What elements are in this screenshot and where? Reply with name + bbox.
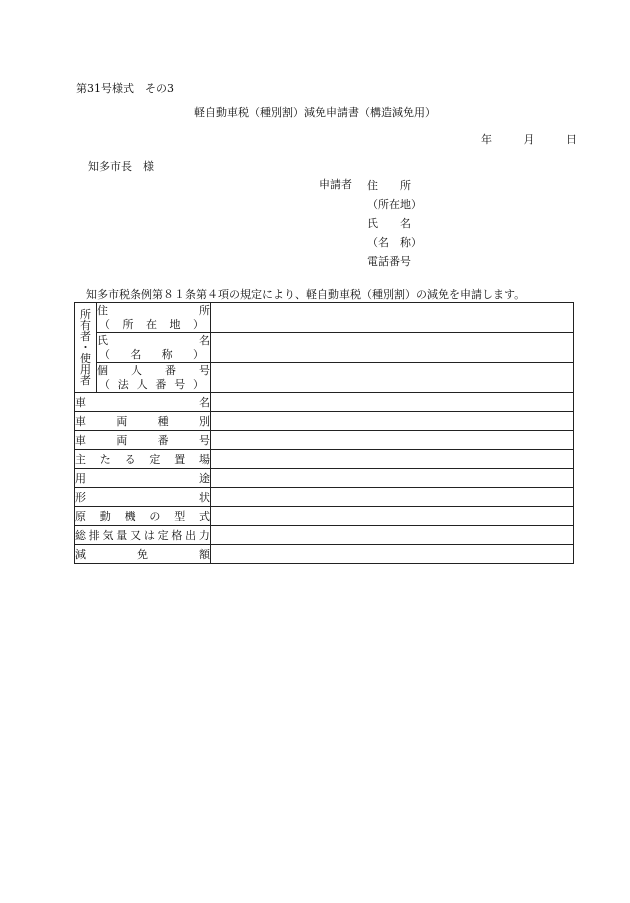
table-row — [75, 507, 574, 526]
label-char: 氏 — [97, 334, 108, 347]
label-char: ） — [193, 318, 204, 331]
owner-address-main — [97, 303, 210, 318]
label-char: 型 — [174, 509, 186, 523]
table-row — [75, 393, 574, 412]
exemption-amount-label — [75, 545, 211, 564]
label-char: 両 — [116, 433, 128, 447]
label-char: 種 — [157, 414, 169, 428]
applicant-fields — [367, 176, 422, 271]
label-char: は — [143, 528, 155, 542]
owner-number-sub — [97, 378, 210, 392]
label-char: 号 — [199, 364, 210, 377]
vehicle-type-text — [75, 414, 210, 429]
vehicle-name-label — [75, 393, 211, 412]
label-char: 形 — [75, 490, 86, 504]
label-char: 格 — [171, 528, 183, 542]
storage-location-text — [75, 452, 210, 467]
label-char: 主 — [75, 452, 86, 466]
usage-text — [75, 471, 210, 486]
label-char: 別 — [198, 414, 210, 428]
owner-address-label — [97, 303, 211, 333]
label-char: 力 — [198, 528, 210, 542]
label-char: 所 — [122, 318, 134, 331]
label-char: 機 — [124, 509, 136, 523]
label-char: の — [149, 509, 161, 523]
table-row — [75, 333, 574, 363]
applicant-label: 申請者 — [319, 178, 352, 191]
displacement-text — [75, 528, 210, 543]
label-char: 状 — [199, 490, 210, 504]
vehicle-number-text — [75, 433, 210, 448]
label-char: 式 — [198, 509, 210, 523]
applicant-address-label: 住 所 — [367, 179, 411, 192]
table-row — [75, 303, 574, 333]
label-char: 個 — [97, 364, 108, 377]
vehicle-name-input[interactable] — [211, 393, 574, 412]
table-row — [75, 363, 574, 393]
label-char: 番 — [155, 378, 167, 391]
label-char: 総 — [75, 528, 86, 542]
applicant-title-label: （名 称） — [367, 236, 422, 249]
label-char: 途 — [199, 471, 210, 485]
label-char: 動 — [99, 509, 111, 523]
label-char: 気 — [102, 528, 114, 542]
engine-model-text — [75, 509, 210, 524]
label-char: 車 — [75, 433, 86, 447]
label-char: 場 — [198, 452, 210, 466]
label-char: 地 — [169, 318, 181, 331]
label-char: 番 — [165, 364, 176, 377]
label-char: 排 — [88, 528, 100, 542]
exemption-amount-text — [75, 547, 210, 562]
label-char: 両 — [116, 414, 128, 428]
owner-name-input[interactable] — [211, 333, 574, 363]
label-char: る — [124, 452, 136, 466]
owner-name-sub — [97, 348, 210, 362]
label-char: 減 — [75, 547, 86, 561]
form-number: 第31号様式 その3 — [76, 82, 174, 95]
label-char: 名 — [199, 334, 210, 347]
label-char: （ — [99, 318, 110, 331]
label-char: （ — [99, 348, 110, 361]
table-row — [75, 450, 574, 469]
owner-name-label — [97, 333, 211, 363]
label-char: 出 — [185, 528, 197, 542]
document-title: 軽自動車税（種別割）減免申請書（構造減免用） — [194, 106, 436, 119]
shape-input[interactable] — [211, 488, 574, 507]
vehicle-type-label — [75, 412, 211, 431]
label-char: 在 — [146, 318, 157, 331]
date-day-label: 日 — [566, 133, 577, 146]
label-char: 所 — [199, 304, 210, 317]
engine-model-input[interactable] — [211, 507, 574, 526]
owner-number-main — [97, 363, 210, 378]
label-char: ） — [192, 348, 204, 361]
usage-input[interactable] — [211, 469, 574, 488]
owner-name-main — [97, 333, 210, 348]
table-row — [75, 545, 574, 564]
displacement-input[interactable] — [211, 526, 574, 545]
vehicle-name-text — [75, 395, 210, 410]
applicant-name-label: 氏 名 — [367, 217, 411, 230]
displacement-label — [75, 526, 211, 545]
table-row — [75, 431, 574, 450]
table-row — [75, 526, 574, 545]
label-char: 人 — [136, 378, 148, 391]
engine-model-label — [75, 507, 211, 526]
applicant-location-label: （所在地） — [367, 198, 422, 211]
shape-text — [75, 490, 210, 505]
owner-group-label: 所 有 者 ・ 使 用 者 — [75, 303, 97, 393]
label-char: た — [99, 452, 111, 466]
label-char: 号 — [198, 433, 210, 447]
storage-location-label — [75, 450, 211, 469]
applicant-phone-label: 電話番号 — [367, 255, 411, 268]
shape-label — [75, 488, 211, 507]
application-statement: 知多市税条例第８１条第４項の規定により、軽自動車税（種別割）の減免を申請します。 — [86, 288, 526, 301]
exemption-amount-input[interactable] — [211, 545, 574, 564]
application-table — [74, 302, 574, 564]
owner-number-input[interactable] — [211, 363, 574, 393]
label-char: 原 — [75, 509, 86, 523]
table-row — [75, 488, 574, 507]
vehicle-number-input[interactable] — [211, 431, 574, 450]
label-char: 定 — [149, 452, 161, 466]
label-char: 定 — [157, 528, 169, 542]
table-row — [75, 412, 574, 431]
usage-label — [75, 469, 211, 488]
label-char: 名 — [199, 395, 210, 409]
vehicle-number-label — [75, 431, 211, 450]
label-char: 車 — [75, 414, 86, 428]
label-char: 量 — [116, 528, 128, 542]
label-char: ） — [192, 378, 204, 391]
label-char: 車 — [75, 395, 86, 409]
label-char: （ — [99, 378, 110, 391]
table-row — [75, 469, 574, 488]
owner-address-sub — [97, 318, 210, 332]
label-char: 人 — [131, 364, 142, 377]
label-char: 称 — [161, 348, 173, 361]
storage-location-input[interactable] — [211, 450, 574, 469]
label-char: 住 — [97, 304, 108, 317]
date-line — [481, 131, 591, 147]
label-char: 用 — [75, 471, 86, 485]
vehicle-type-input[interactable] — [211, 412, 574, 431]
date-month-label: 月 — [523, 133, 535, 146]
owner-address-input[interactable] — [211, 303, 574, 333]
label-char: 額 — [199, 547, 210, 561]
label-char: 免 — [137, 547, 148, 561]
date-year-label: 年 — [481, 133, 492, 146]
owner-number-label — [97, 363, 211, 393]
label-char: 名 — [130, 348, 142, 361]
label-char: 又 — [130, 528, 142, 542]
label-char: 法 — [117, 378, 129, 391]
addressee: 知多市長 様 — [88, 160, 154, 173]
label-char: 番 — [157, 433, 169, 447]
label-char: 置 — [174, 452, 186, 466]
label-char: 号 — [174, 378, 186, 391]
